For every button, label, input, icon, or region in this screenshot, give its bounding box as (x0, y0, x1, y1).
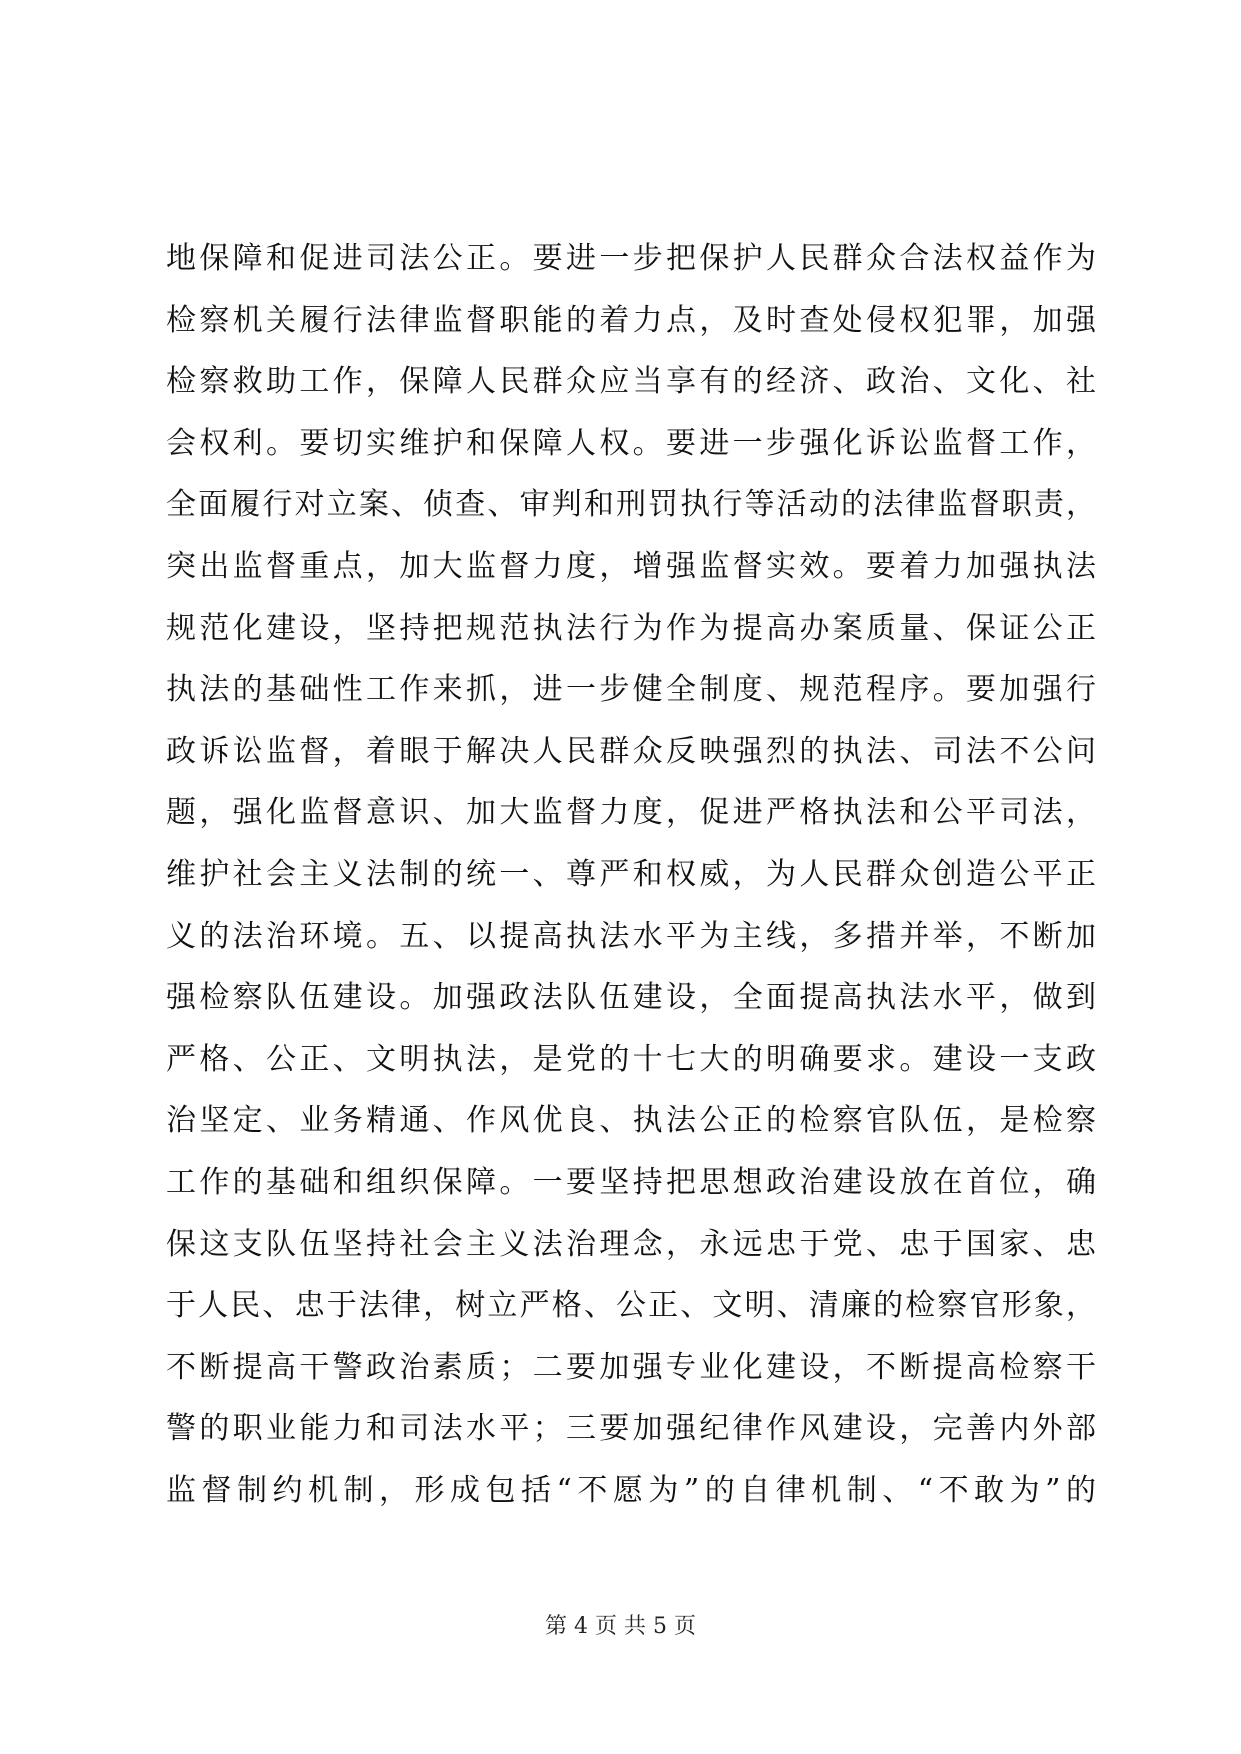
text-line: 政诉讼监督，着眼于解决人民群众反映强烈的执法、司法不公问 (166, 733, 1096, 769)
text-line: 保这支队伍坚持社会主义法治理念，永远忠于党、忠于国家、忠 (166, 1226, 1096, 1262)
text-line: 题，强化监督意识、加大监督力度，促进严格执法和公平司法， (166, 795, 1096, 831)
text-line: 会权利。要切实维护和保障人权。要进一步强化诉讼监督工作， (166, 425, 1096, 461)
text-line: 强检察队伍建设。加强政法队伍建设，全面提高执法水平，做到 (166, 980, 1096, 1016)
text-line: 地保障和促进司法公正。要进一步把保护人民群众合法权益作为 (166, 241, 1096, 276)
body-text (166, 228, 1096, 1521)
text-line: 突出监督重点，加大监督力度，增强监督实效。要着力加强执法 (166, 548, 1096, 584)
text-line: 治坚定、业务精通、作风优良、执法公正的检察官队伍，是检察 (166, 1103, 1096, 1139)
text-line: 维护社会主义法制的统一、尊严和权威，为人民群众创造公平正 (166, 856, 1096, 892)
text-line: 义的法治环境。五、以提高执法水平为主线，多措并举，不断加 (166, 918, 1096, 954)
text-line: 警的职业能力和司法水平；三要加强纪律作风建设，完善内外部 (166, 1411, 1096, 1447)
text-line: 工作的基础和组织保障。一要坚持把思想政治建设放在首位，确 (166, 1164, 1096, 1200)
text-line: 全面履行对立案、侦查、审判和刑罚执行等活动的法律监督职责， (166, 487, 1096, 523)
page-number-label: 第 4 页 共 5 页 (545, 1614, 696, 1639)
text-line: 监督制约机制，形成包括“不愿为”的自律机制、“不敢为”的 (166, 1472, 1096, 1508)
text-line: 于人民、忠于法律，树立严格、公正、文明、清廉的检察官形象， (166, 1288, 1096, 1324)
text-line: 规范化建设，坚持把规范执法行为作为提高办案质量、保证公正 (166, 610, 1096, 646)
text-line: 严格、公正、文明执法，是党的十七大的明确要求。建设一支政 (166, 1041, 1096, 1077)
text-line: 执法的基础性工作来抓，进一步健全制度、规范程序。要加强行 (166, 672, 1096, 708)
text-line: 检察机关履行法律监督职能的着力点，及时查处侵权犯罪，加强 (166, 302, 1096, 338)
text-line: 检察救助工作，保障人民群众应当享有的经济、政治、文化、社 (166, 364, 1096, 400)
page-footer (0, 1612, 1241, 1642)
text-line: 不断提高干警政治素质；二要加强专业化建设，不断提高检察干 (166, 1349, 1096, 1385)
